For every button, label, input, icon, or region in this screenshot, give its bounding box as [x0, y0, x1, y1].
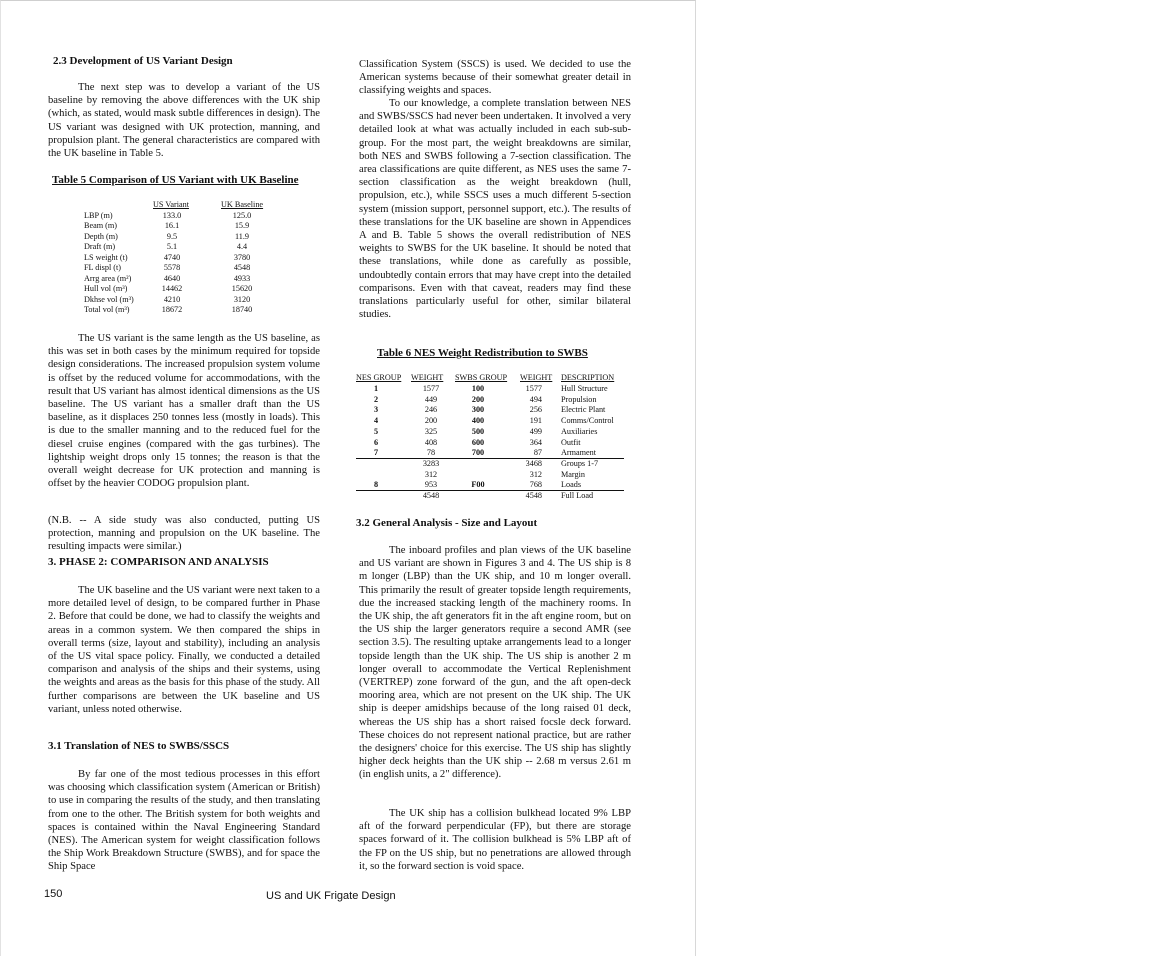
table-6-description: Armament	[561, 448, 597, 458]
section-3-heading: 3. PHASE 2: COMPARISON AND ANALYSIS	[48, 556, 269, 568]
section-3-2-paragraph-2: The UK ship has a collision bulkhead located 9% LBP aft of the forward perpendicular (FP), but there are storage spaces forward of it. The collision bulkhead is 5% LBP aft of the FP on the US ship, but no penetrations are allowed through it, so the forward section is void space.	[359, 808, 631, 872]
table-6-swbs-weight: 4548	[525, 491, 542, 500]
table-6	[356, 373, 628, 508]
table-6-swbs-weight: 3468	[525, 458, 542, 468]
table-5-uk-value: 125.0	[232, 211, 252, 220]
table-6-swbs-group: 200	[471, 394, 485, 404]
table-5-row-label: Dkhse vol (m³)	[84, 294, 134, 304]
table-6-nes-group: 7	[373, 448, 379, 458]
table-6-description: Outfit	[561, 437, 581, 447]
table-5-us-value: 16.1	[164, 221, 180, 231]
table-6-nes-group: 1	[373, 384, 379, 393]
table-6-total-rule	[356, 458, 624, 459]
table-5-row-label: Arrg area (m²)	[84, 273, 132, 283]
table-6-swbs-group: 400	[471, 416, 485, 426]
right-paragraph-1: Classification System (SSCS) is used. We decided to use the American systems because of their somewhat greater detail in classifying weights and spaces.	[359, 59, 631, 97]
table-6-header: WEIGHT	[411, 373, 444, 382]
table-6-swbs-group: 700	[471, 448, 485, 458]
table-6-nes-weight: 325	[424, 426, 438, 436]
table-5-row-label: LBP (m)	[84, 211, 113, 220]
section-3-1-heading: 3.1 Translation of NES to SWBS/SSCS	[48, 740, 230, 752]
table-5-header-uk: UK Baseline	[221, 200, 264, 209]
table-5-uk-value: 11.9	[234, 231, 250, 241]
table-6-swbs-group: 300	[471, 405, 485, 415]
running-title: US and UK Frigate Design	[266, 890, 396, 902]
right-paragraph-2: To our knowledge, a complete translation between NES and SWBS/SSCS had never been undertaken. It involved a very detailed look at what was actually included in each sub-sub-group. For the most part, the weight breakdowns are similar, both NES and SWBS following a 7-section classification. The area classifications are quite different, as NES uses the same 7-section classification as the weight breakdown (hull, propulsion, etc.), while SSCS uses a much different 5-section system (mission support, personnel support, etc.). The results of these translations for the UK baseline are shown in Appendices A and B. Table 5 shows the overall redistribution of NES weights to SWBS for the UK baseline. It should be noted that these translations, while done as carefully as possible, undoubtedly contain errors that may have crept into the detailed comparisons. Even with that caveat, readers may find these translations particularly useful for other, similar bilateral studies.	[359, 98, 631, 321]
table-6-nes-weight: 246	[424, 405, 438, 415]
table-6-swbs-group: 500	[471, 426, 485, 436]
table-5-row-label: Beam (m)	[84, 221, 117, 231]
table-5-uk-value: 18740	[231, 305, 253, 315]
table-5-uk-value: 15.9	[234, 221, 250, 231]
table-6-nes-weight: 3283	[422, 458, 440, 468]
table-6-swbs-weight: 191	[529, 416, 542, 426]
table-6-swbs-group: F00	[471, 480, 485, 490]
section-2-3-paragraph-2: The US variant is the same length as the US baseline, as this was set in both cases by the minimum required for topside design considerations. The increased propulsion system volume is offset by the reduced volume for accommodations, with the result that US variant has almost identical dimensions as the US baseline. The US variant has a smaller draft than the US baseline, as it displaces 250 tonnes less (mostly in loads). This is due to the smaller manning and to the reduced fuel for the diesel cruise engines (compared with the gas turbines). The lightship weight drops only 15 tonnes; the reason is that the overall weight decrease for UK protection and manning is offset by the heavier CODOG propulsion plant.	[48, 333, 320, 490]
table-6-description: Electric Plant	[561, 405, 606, 415]
table-6-swbs-weight: 312	[529, 469, 542, 479]
table-6-description: Groups 1-7	[561, 458, 599, 468]
table-6-description: Auxiliaries	[561, 426, 598, 436]
page-number: 150	[44, 888, 63, 900]
table-5-us-value: 4640	[163, 273, 181, 283]
table-6-nes-group: 2	[373, 394, 379, 404]
table-6-swbs-weight: 499	[529, 426, 542, 436]
table-5-us-value: 9.5	[166, 231, 178, 241]
section-3-1-paragraph-1: By far one of the most tedious processes in this effort was choosing which classification system (American or British) to use in comparing the results of the study, and then translating from one to the other. The British system for both weights and spaces is contained within the Naval Engineering Standard (NES). The American system for weight classification follows the Ship Work Breakdown Structure (SWBS), and for space the Ship Space	[48, 769, 320, 873]
table-5-us-value: 5578	[163, 263, 181, 273]
table-5-us-value: 133.0	[162, 211, 182, 220]
table-6-nes-group: 6	[373, 437, 379, 447]
table-6-nes-weight: 953	[424, 480, 438, 490]
section-3-2-heading: 3.2 General Analysis - Size and Layout	[356, 517, 538, 529]
table-6-header: WEIGHT	[520, 373, 553, 382]
section-3-paragraph-1: The UK baseline and the US variant were next taken to a more detailed level of design, to be compared further in Phase 2. Before that could be done, we had to classify the weights and areas in a common system. We then compared the ships in overall terms (size, layout and stability), including an analysis of the US vital space policy. Finally, we conducted a detailed comparison and analysis of the ships and their systems, using the weights and areas as the basis for this phase of the study. All further comparisons are between the UK baseline and US variant, unless noted otherwise.	[48, 585, 320, 715]
table-6-swbs-group: 600	[471, 437, 485, 447]
section-2-3-paragraph-1: The next step was to develop a variant of the US baseline by removing the above differences with the UK ship (which, as stated, would mask subtle differences in design). The US variant was designed with UK protection, manning, and propulsion plant. The general characteristics are compared with the UK baseline in Table 5.	[48, 82, 320, 160]
table-6-nes-weight: 1577	[422, 384, 440, 393]
table-6-nes-group: 5	[373, 426, 379, 436]
table-6-nes-group: 4	[373, 416, 379, 426]
table-5-row-label: LS weight (t)	[84, 252, 128, 262]
table-5-us-value: 4740	[163, 252, 181, 262]
table-5-row-label: FL displ (t)	[84, 263, 121, 273]
table-5-uk-value: 15620	[231, 284, 253, 294]
table-6-nes-weight: 4548	[422, 491, 440, 500]
table-5-row-label: Hull vol (m³)	[84, 284, 128, 294]
table-5-title: Table 5 Comparison of US Variant with UK Baseline	[52, 174, 299, 186]
table-5-row-label: Depth (m)	[84, 231, 118, 241]
table-6-nes-weight: 200	[424, 416, 438, 426]
table-6-swbs-weight: 256	[529, 405, 542, 415]
table-5-header-us: US Variant	[153, 200, 190, 209]
section-2-3-heading: 2.3 Development of US Variant Design	[53, 55, 233, 67]
table-6-nes-group: 3	[373, 405, 379, 415]
table-5-uk-value: 3120	[233, 294, 251, 304]
table-5-uk-value: 4933	[233, 273, 251, 283]
table-6-nes-weight: 78	[426, 448, 436, 458]
table-5-row-label: Draft (m)	[84, 242, 116, 252]
section-3-2-paragraph-1: The inboard profiles and plan views of the UK baseline and US variant are shown in Figures 3 and 4. The US ship is 8 m longer (LBP) than the UK ship, and 10 m longer overall. This primarily the result of greater topside length requirements, due the increased stacking length of the machinery rooms. In the UK ship, the aft generators fit in the aft engine room, but on the US ship the larger generators require a second AMR (see section 3.5). The resulting uptake arrangements lead to a longer topside length than the UK ship. The US ship is another 2 m longer overall to accommodate the Vertical Replenishment (VERTREP) zone forward of the gun, and the aft open-deck mooring area, which are not present on the UK ship. The UK ship is deeper amidships because of the long raised 01 deck, whereas the US ship has a short raised focsle deck forward. These choices do not represent national practice, but are rather the designers' choice for this exercise. The US ship has slightly higher deck heights than the UK ship -- 2.68 m versus 2.61 m (in english units, a 2" difference).	[359, 545, 631, 781]
table-6-title: Table 6 NES Weight Redistribution to SWBS	[377, 347, 588, 359]
section-2-3-note: (N.B. -- A side study was also conducted, putting US protection, manning and propulsion on the UK baseline. The resulting impacts were similar.)	[48, 515, 320, 553]
table-5-uk-value: 4.4	[236, 242, 248, 252]
table-6-description: Loads	[561, 480, 582, 490]
table-6-swbs-weight: 364	[529, 437, 542, 447]
table-6-nes-weight: 449	[424, 394, 438, 404]
table-6-nes-weight: 408	[424, 437, 438, 447]
table-6-description: Full Load	[561, 491, 594, 500]
table-6-description: Propulsion	[561, 394, 597, 404]
table-6-swbs-weight: 768	[529, 480, 542, 490]
table-5-uk-value: 3780	[233, 252, 251, 262]
table-5	[84, 200, 284, 320]
table-6-header: NES GROUP	[356, 373, 402, 382]
table-6-total-rule	[356, 490, 624, 491]
table-6-nes-group: 8	[373, 480, 379, 490]
table-6-description: Hull Structure	[561, 384, 608, 393]
table-5-us-value: 14462	[161, 284, 183, 294]
table-6-header: SWBS GROUP	[455, 373, 508, 382]
table-6-swbs-weight: 494	[529, 394, 542, 404]
table-6-header: DESCRIPTION	[561, 373, 615, 382]
table-6-swbs-weight: 1577	[525, 384, 542, 393]
table-5-us-value: 18672	[161, 305, 183, 315]
table-5-us-value: 4210	[163, 294, 181, 304]
table-5-uk-value: 4548	[233, 263, 251, 273]
table-5-row-label: Total vol (m³)	[84, 305, 130, 315]
table-6-description: Comms/Control	[561, 416, 614, 426]
table-6-swbs-group: 100	[471, 384, 485, 393]
table-6-description: Margin	[561, 469, 585, 479]
table-6-nes-weight: 312	[424, 469, 438, 479]
table-5-us-value: 5.1	[166, 242, 178, 252]
table-6-swbs-weight: 87	[533, 448, 542, 458]
